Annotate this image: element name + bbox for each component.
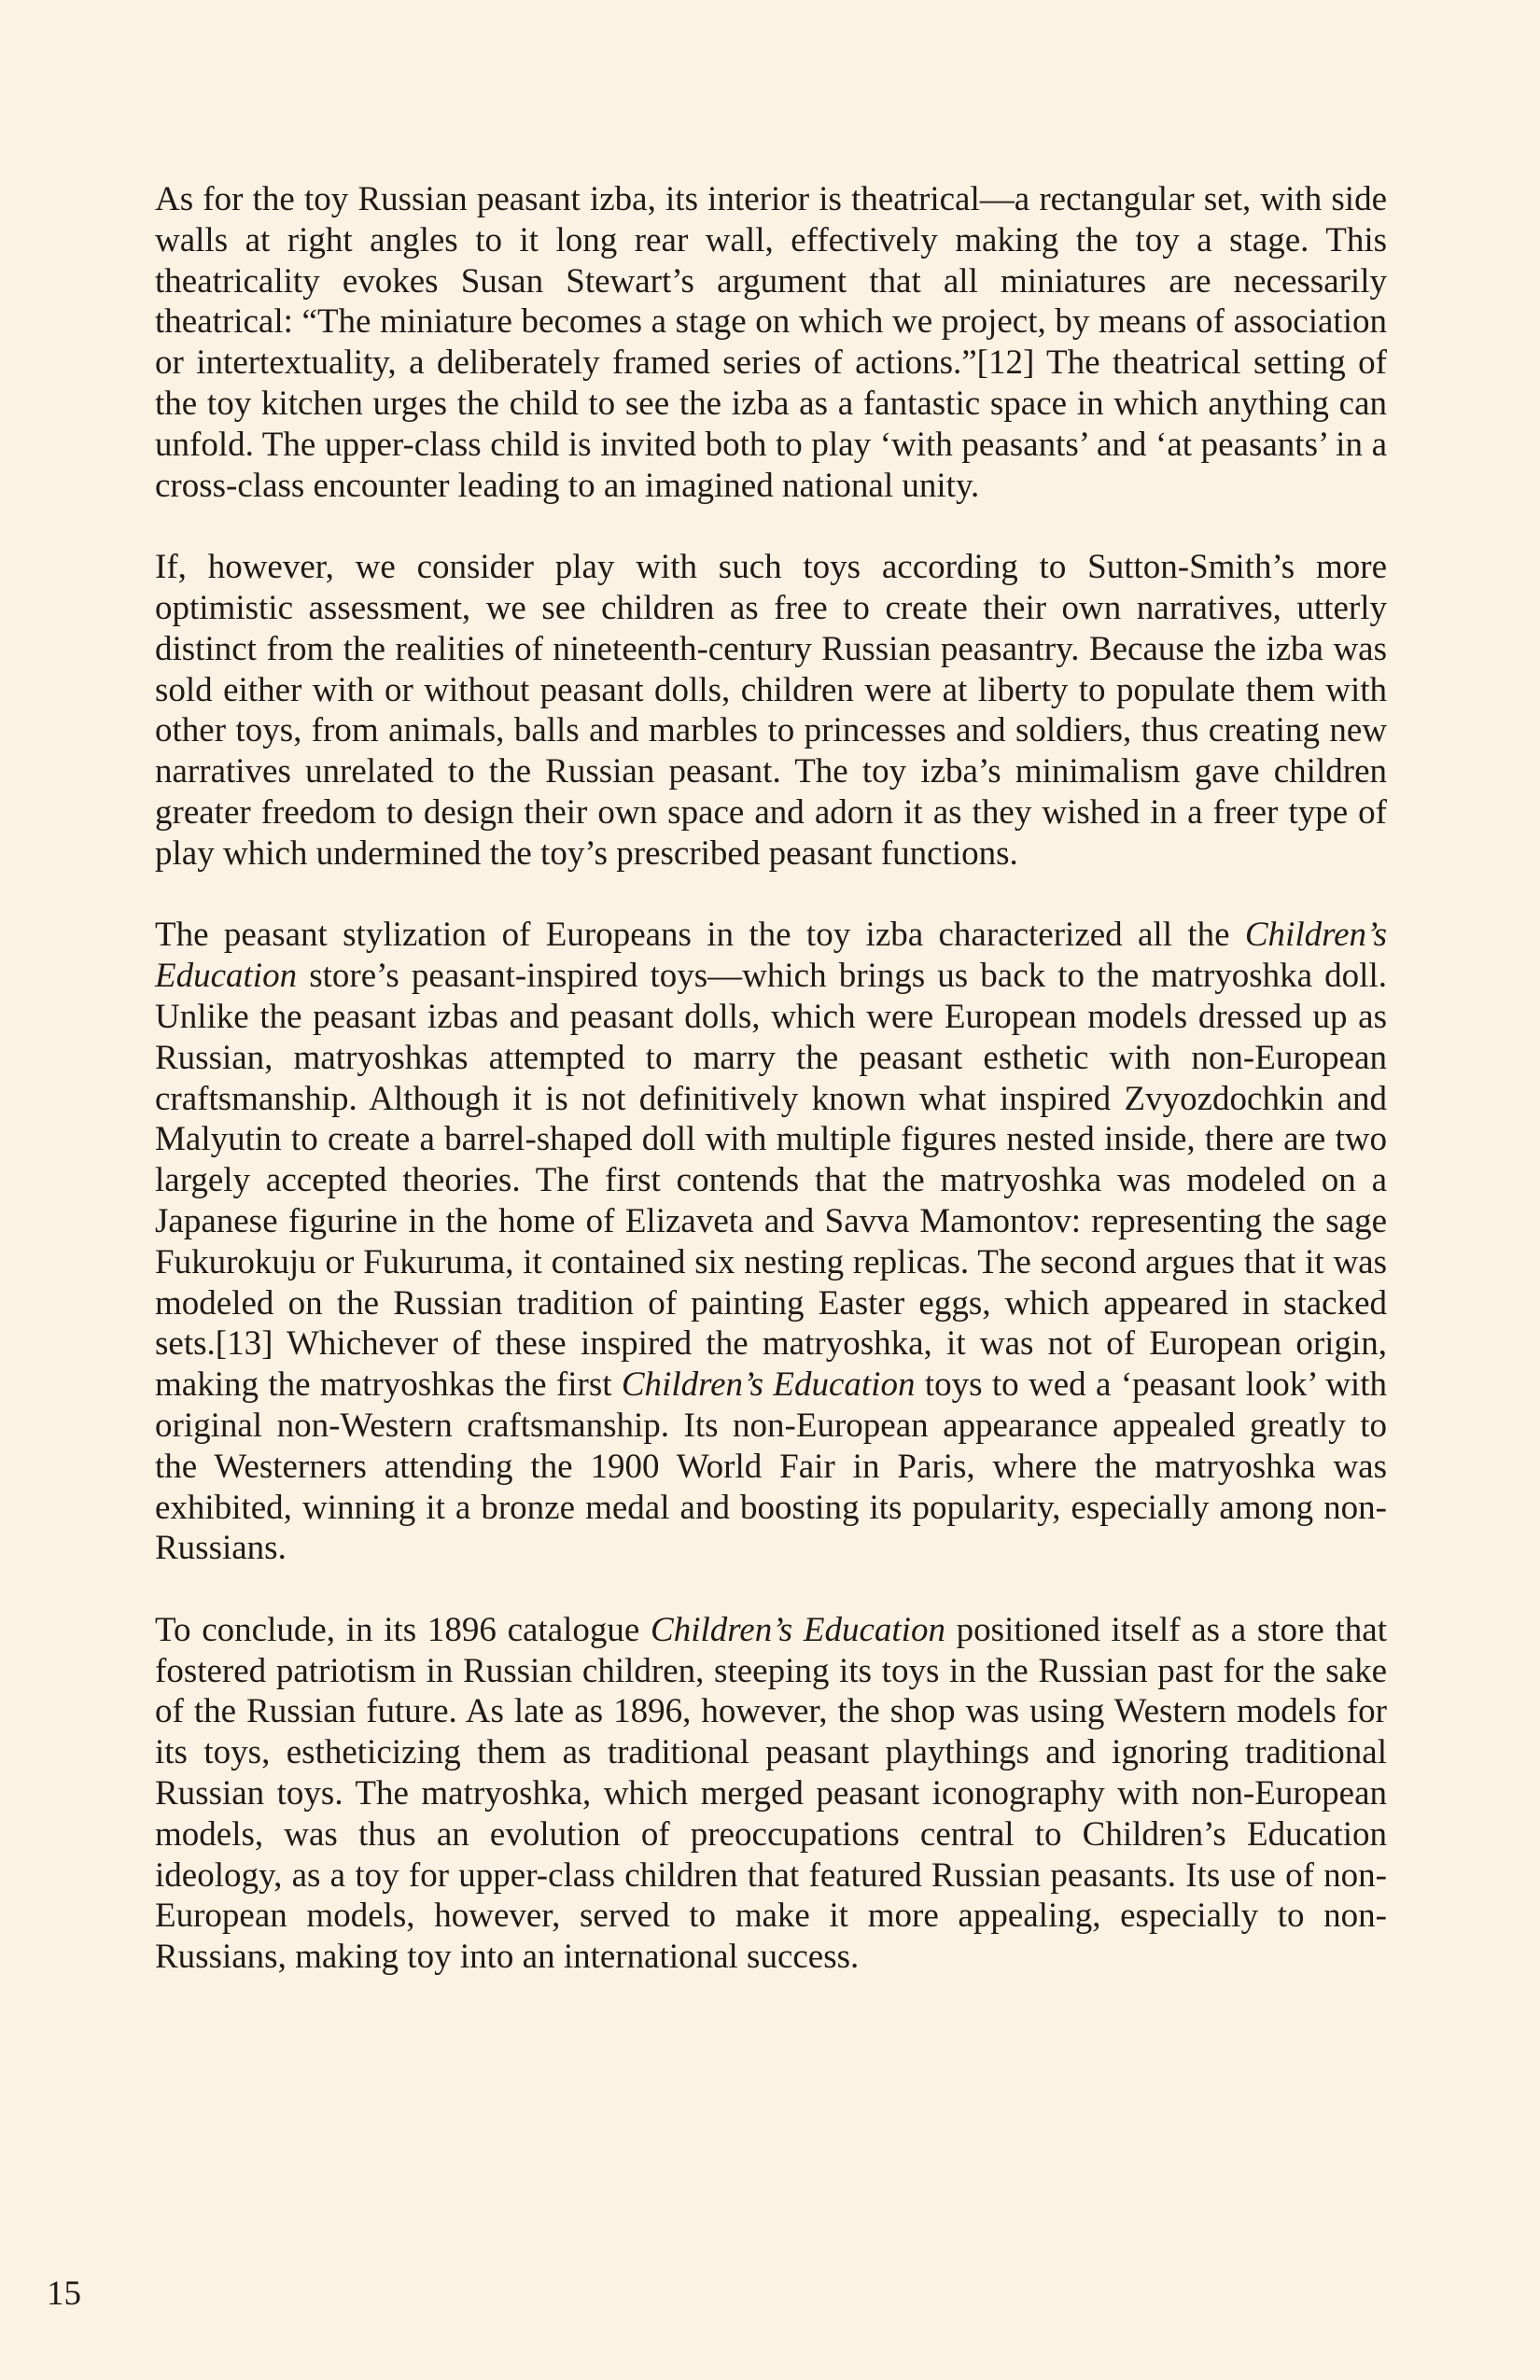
- paragraph-2: [155, 547, 1387, 874]
- italic-title-childrens-education: Children’s Education: [651, 1610, 945, 1649]
- paragraph-3-text-a: The peasant stylization of Europeans in the toy izba characterized all the: [155, 916, 1245, 955]
- paragraph-2-text: If, however, we consider play with such toys according to Sutton-Smith’s more optimistic assessment, we see children as free to create their own narratives, utterly distinct from the realities of nineteenth-century Russian peasantry. Because the izba was sold either with or without peasant dolls, children were at liberty to populate them with other toys, from animals, balls and marbles to princesses and soldiers, thus creating new narratives unrelated to the Russian peasant. The toy izba’s minimalism gave children greater freedom to design their own space and adorn it as they wished in a freer type of play which undermined the toy’s prescribed peasant functions.: [155, 548, 1387, 873]
- paragraph-3-text-b: store’s peasant-inspired toys—which brings us back to the matryoshka doll. Unlike the peasant izbas and peasant dolls, which were European models dressed up as Russian, matryoshkas attempted to marry the peasant esthetic with non-European craftsmanship. Although it is not definitively known what inspired Zvyozdochkin and Malyutin to create a barrel-shaped doll with multiple figures nested inside, there are two largely accepted theories. The first contends that the matryoshka was modeled on a Japanese figurine in the home of Elizaveta and Savva Mamontov: representing the sage Fukurokuju or Fukuruma, it contained six nesting replicas. The second argues that it was modeled on the Russian tradition of painting Easter eggs, which appeared in stacked sets.[13] Whichever of these inspired the matryoshka, it was not of European origin, making the matryoshkas the first: [155, 957, 1387, 1405]
- page-body: [155, 179, 1387, 1978]
- paragraph-3: [155, 915, 1387, 1569]
- italic-title-childrens-education: Children’s Education: [621, 1365, 916, 1405]
- paragraph-4-text-b: positioned itself as a store that fostered patriotism in Russian children, steeping its toys in the Russian past for the sake of the Russian future. As late as 1896, however, the shop was using Western models for its toys, estheticizing them as traditional peasant playthings and ignoring traditional Russian toys. The matryoshka, which merged peasant iconography with non-European models, was thus an evolution of preoccupations central to Children’s Education ideology, as a toy for upper-class children that featured Russian peasants. Its use of non-European models, however, served to make it more appealing, especially to non-Russians, making toy into an international success.: [155, 1610, 1387, 1977]
- paragraph-3-text-c: toys to wed a ‘peasant look’ with original non-Western craftsmanship. Its non-European appearance appealed greatly to the Westerners attending the 1900 World Fair in Paris, where the matryoshka was exhibited, winning it a bronze medal and boosting its popularity, especially among non-Russians.: [155, 1365, 1387, 1568]
- paragraph-4: [155, 1610, 1387, 1978]
- italic-title-childrens-education: Children’s Education: [155, 916, 1387, 996]
- page-number: 15: [47, 2275, 81, 2313]
- paragraph-1-text: As for the toy Russian peasant izba, its interior is theatrical—a rectangular set, with side walls at right angles to it long rear wall, effectively making the toy a stage. This theatricality evokes Susan Stewart’s argument that all miniatures are necessarily theatrical: “The miniature becomes a stage on which we project, by means of association or intertextuality, a deliberately framed series of actions.”[12] The theatrical setting of the toy kitchen urges the child to see the izba as a fantastic space in which anything can unfold. The upper-class child is invited both to play ‘with peasants’ and ‘at peasants’ in a cross-class encounter leading to an imagined national unity.: [155, 180, 1387, 505]
- paragraph-1: [155, 179, 1387, 506]
- paragraph-4-text-a: To conclude, in its 1896 catalogue: [155, 1610, 651, 1649]
